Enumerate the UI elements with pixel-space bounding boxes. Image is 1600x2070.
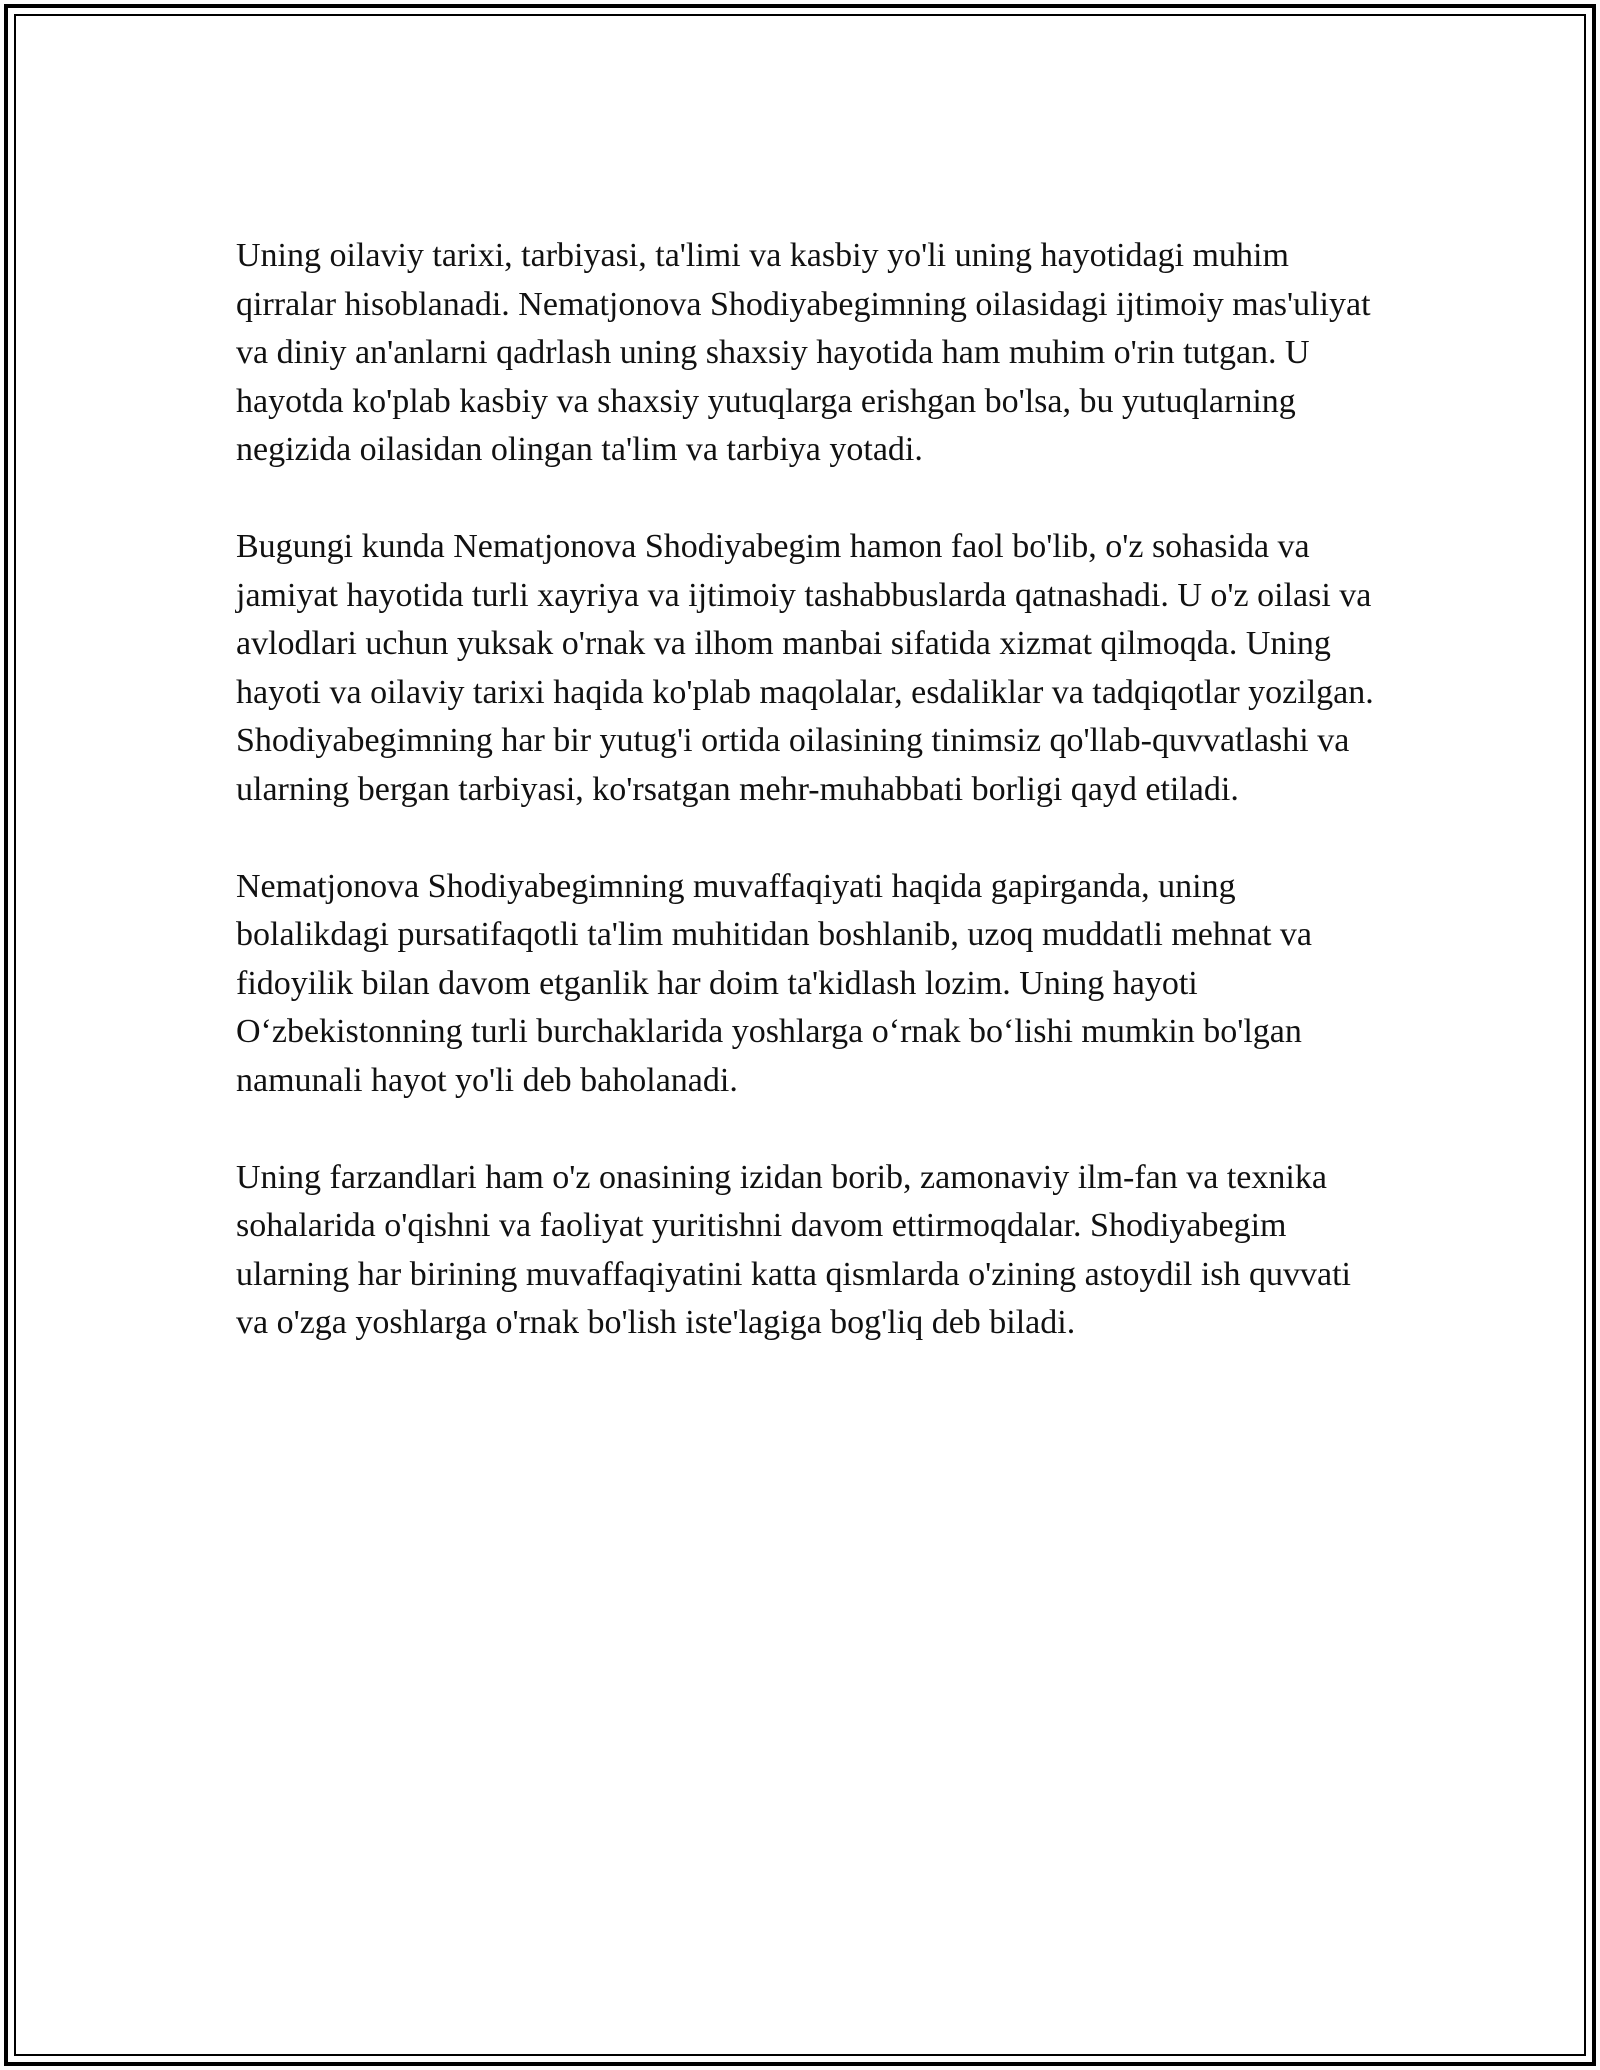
document-body	[236, 232, 1386, 1396]
paragraph-1: Uning oilaviy tarixi, tarbiyasi, ta'limi va kasbiy yo'li uning hayotidagi muhim qirralar hisoblanadi. Nematjonova Shodiyabegimning oilasidagi ijtimoiy mas'uliyat va diniy an'anlarni qadrlash uning shaxsiy hayotida ham muhim o'rin tutgan. U hayotda ko'plab kasbiy va shaxsiy yutuqlarga erishgan bo'lsa, bu yutuqlarning negizida oilasidan olingan ta'lim va tarbiya yotadi.	[236, 237, 1371, 468]
paragraph-2: Bugungi kunda Nematjonova Shodiyabegim hamon faol bo'lib, o'z sohasida va jamiyat hayotida turli xayriya va ijtimoiy tashabbuslarda qatnashadi. U o'z oilasi va avlodlari uchun yuksak o'rnak va ilhom manbai sifatida xizmat qilmoqda. Uning hayoti va oilaviy tarixi haqida ko'plab maqolalar, esdaliklar va tadqiqotlar yozilgan. Shodiyabegimning har bir yutug'i ortida oilasining tinimsiz qo'llab-quvvatlashi va ularning bergan tarbiyasi, ko'rsatgan mehr-muhabbati borligi qayd etiladi.	[236, 528, 1374, 808]
paragraph-4: Uning farzandlari ham o'z onasining izidan borib, zamonaviy ilm-fan va texnika sohalarida o'qishni va faoliyat yuritishni davom ettirmoqdalar. Shodiyabegim ularning har birining muvaffaqiyatini katta qismlarda o'zining astoydil ish quvvati va o'zga yoshlarga o'rnak bo'lish iste'lagiga bog'liq deb biladi.	[236, 1158, 1351, 1341]
paragraph-3: Nematjonova Shodiyabegimning muvaffaqiyati haqida gapirganda, uning bolalikdagi pursatifaqotli ta'lim muhitidan boshlanib, uzoq muddatli mehnat va fidoyilik bilan davom etganlik har doim ta'kidlash lozim. Uning hayoti O‘zbekistonning turli burchaklarida yoshlarga o‘rnak bo‘lishi mumkin bo'lgan namunali hayot yo'li deb baholanadi.	[236, 867, 1312, 1099]
